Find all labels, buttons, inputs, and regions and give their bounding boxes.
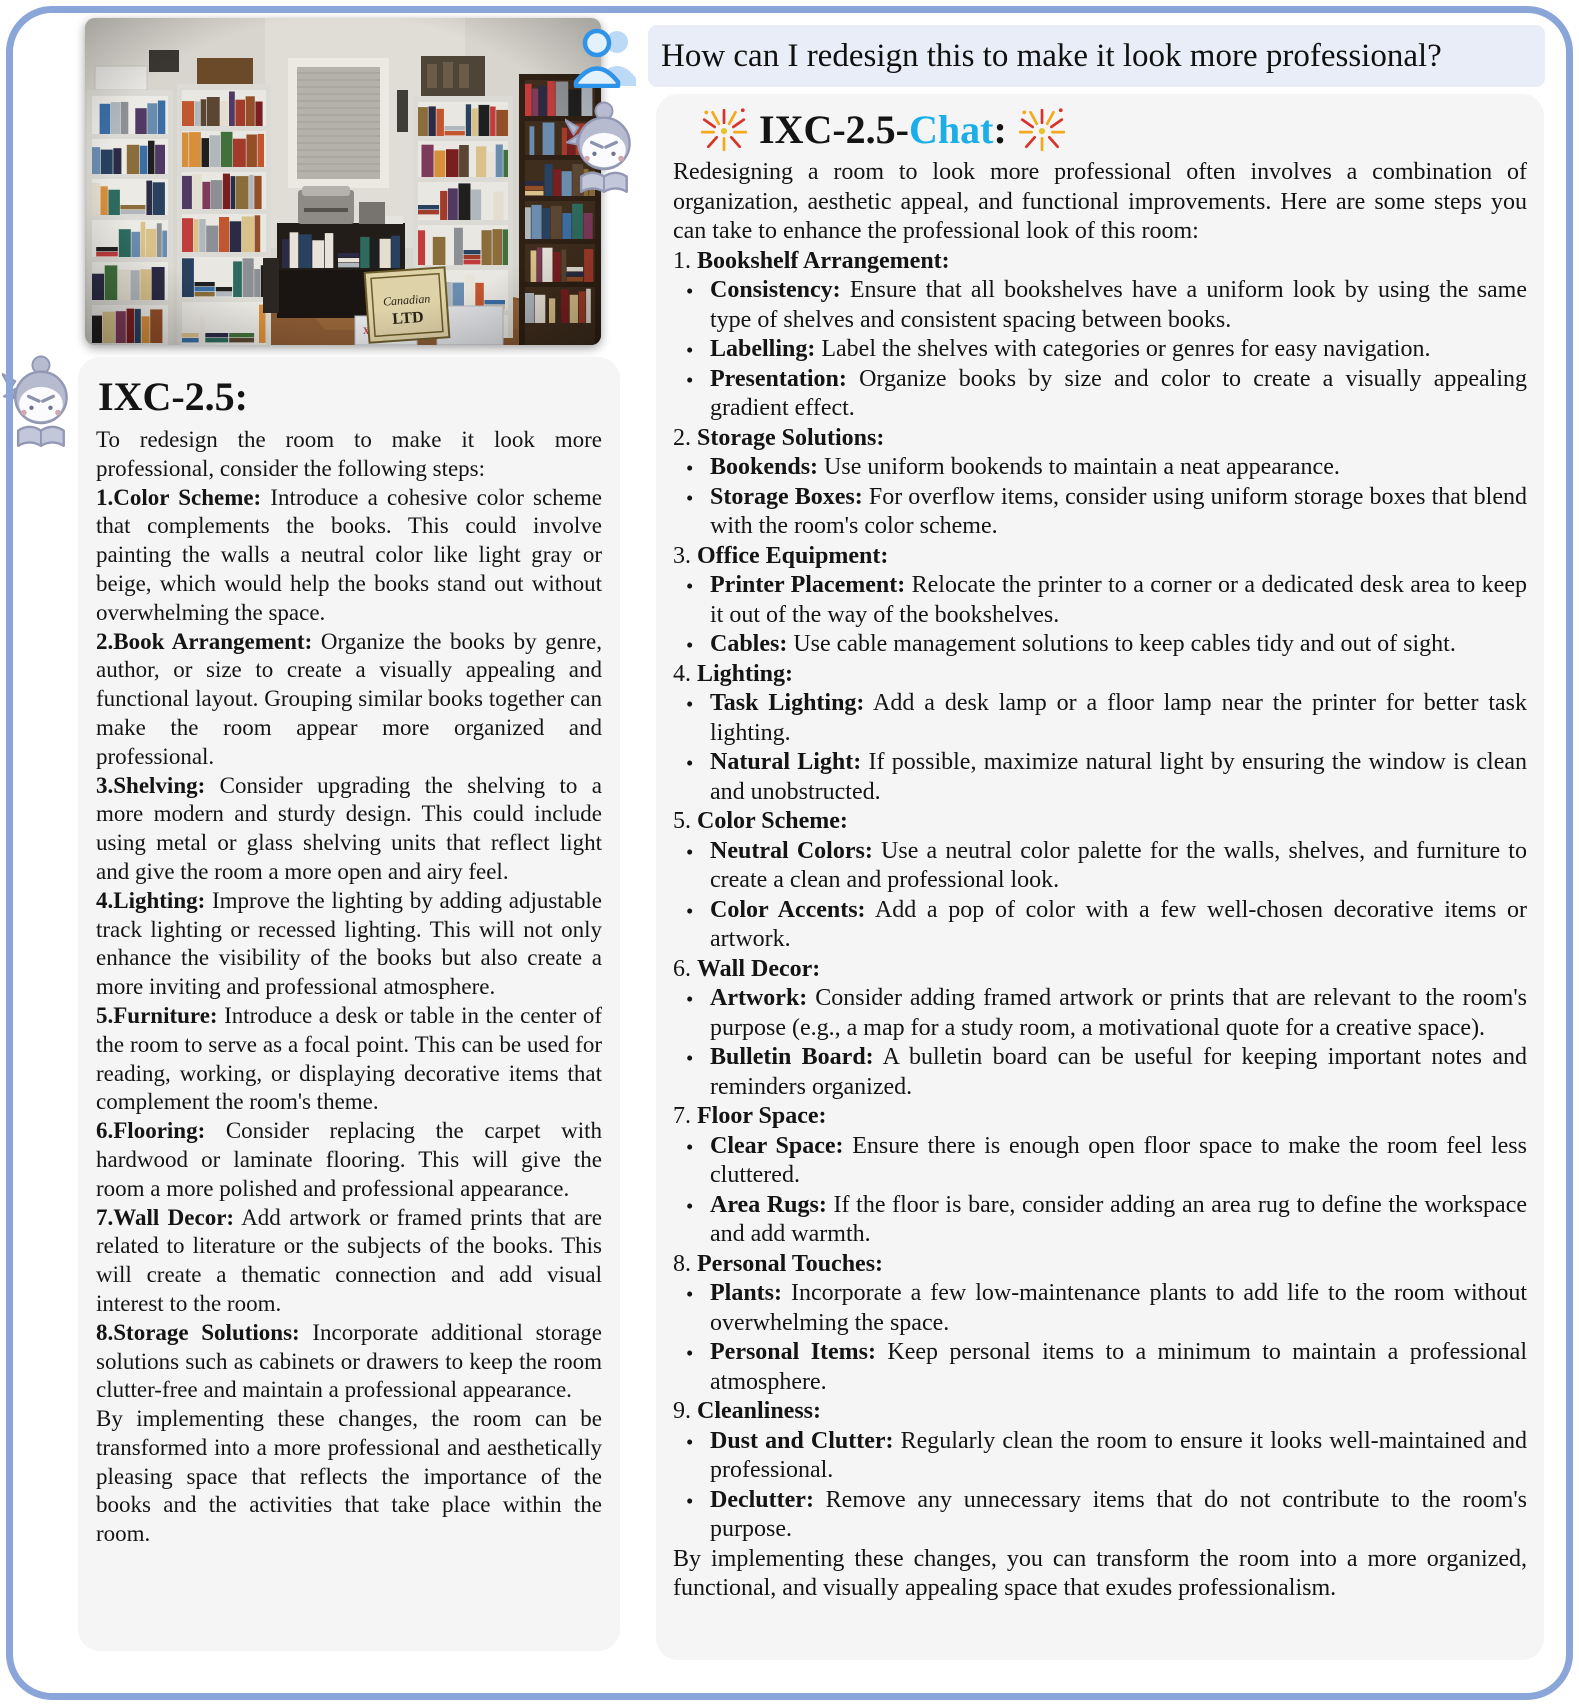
section-heading [673,807,1527,837]
title-colon: : [993,106,1007,152]
section-title: Office Equipment: [697,542,889,569]
list-item [96,1117,602,1203]
bullet-text: Ensure there is enough open floor space to make the room feel less cluttered. [710,1132,1527,1188]
section-heading [673,660,1527,690]
bullet-item [673,365,1527,424]
bullet-text: Consider adding framed artwork or prints that are relevant to the room's purpose (e.g., a map for a study room, a motivational quote for a creative space). [710,985,1527,1041]
chat-response-body [673,158,1527,1604]
bullet-label: Color Accents: [710,896,866,923]
user-question-text: How can I redesign this to make it look more professional? [661,37,1442,74]
item-text: Introduce a desk or table in the center of the room to serve as a focal point. This can be used for reading, working, or displaying decorative items that complement the room's theme. [96,1002,602,1115]
bullet-item [673,1279,1527,1338]
list-item [96,772,602,887]
bullet-label: Declutter: [710,1486,814,1513]
bullet-label: Bulletin Board: [710,1044,874,1070]
bullet-text: Use uniform bookends to maintain a neat appearance. [818,454,1340,480]
bullet-item [673,1338,1527,1397]
item-label: 8.Storage Solutions: [96,1319,300,1345]
bullet-label: Task Lighting: [710,690,865,716]
bullet-item [673,1132,1527,1191]
fireworks-icon [701,104,747,154]
bullet-label: Personal Items: [710,1339,877,1365]
chat-panel-title [759,106,1007,153]
bullet-label: Dust and Clutter: [710,1427,894,1454]
chat-model-response-panel [656,94,1544,1660]
bullet-item [673,896,1527,955]
bullet-item [673,335,1527,365]
item-label: 4.Lighting: [96,887,206,913]
bullet-label: Consistency: [710,277,841,303]
section-heading [673,1250,1527,1280]
bullet-text: For overflow items, consider using uniform storage boxes that blend with the room's color scheme. [710,483,1527,539]
item-text: Organize the books by genre, author, or size to create a visually appealing and functional layout. Grouping similar books together can make the room appear more organized and professional. [96,628,602,769]
bullet-text: Use cable management solutions to keep cables tidy and out of sight. [787,631,1456,657]
bullet-item [673,483,1527,542]
bullet-label: Printer Placement: [710,572,906,598]
list-item [96,1002,602,1117]
list-item [96,1319,602,1405]
bullet-item [673,1486,1527,1545]
list-item [96,887,602,1002]
section-title: Color Scheme: [697,808,848,834]
section-heading [673,247,1527,277]
user-icon [570,22,640,88]
bullet-item [673,837,1527,896]
model-avatar-icon [2,352,78,456]
response-closing: By implementing these changes, you can transform the room into a more organized, functional, and visually appealing space that exudes professionalism. [673,1545,1527,1601]
response-intro: To redesign the room to make it look more professional, consider the following steps: [96,427,602,481]
left-item-list [96,484,602,1406]
bullet-item [673,276,1527,335]
section-title: Personal Touches: [697,1250,884,1277]
response-closing: By implementing these changes, the room can be transformed into a more professional and aesthetically pleasing space that reflects the importance of the books and the activities that take place within the room. [96,1406,602,1547]
bullet-label: Plants: [710,1280,782,1306]
user-question-bubble [648,25,1545,87]
title-prefix: IXC-2.5- [759,106,909,152]
bullet-item [673,689,1527,748]
bullet-text: Regularly clean the room to ensure it looks well-maintained and professional. [710,1427,1527,1483]
bullet-item [673,630,1527,660]
bullet-text: Ensure that all bookshelves have a uniform look by using the same type of shelves and consistent spacing between books. [710,277,1527,333]
bullet-text: If the floor is bare, consider adding an area rug to define the workspace and add warmth. [710,1191,1528,1247]
section-heading [673,955,1527,985]
bullet-text: Label the shelves with categories or genres for easy navigation. [815,336,1431,362]
bullet-item [673,1043,1527,1102]
bullet-item [673,1191,1527,1250]
item-text: Improve the lighting by adding adjustable track lighting or recessed lighting. This will not only enhance the visibility of the books but also create a more inviting and professional atmosphere. [96,887,602,1000]
bullet-text: Keep personal items to a minimum to maintain a professional atmosphere. [710,1339,1527,1395]
list-item [96,1204,602,1319]
section-number: 6. [673,955,697,982]
item-label: 6.Flooring: [96,1118,206,1144]
base-response-body [96,426,602,1549]
base-panel-title: IXC-2.5: [98,374,248,419]
bullet-label: Area Rugs: [710,1191,827,1218]
item-text: Introduce a cohesive color scheme that complements the books. This could involve painting the walls a neutral color like light gray or beige, which would help the books stand out without overwhelming the space. [96,484,602,625]
list-item [96,628,602,772]
section-heading [673,1397,1527,1427]
section-number: 1. [673,247,697,274]
bullet-label: Natural Light: [710,749,862,775]
item-label: 3.Shelving: [96,772,206,798]
bullet-text: Incorporate a few low-maintenance plants to add life to the room without overwhelming the space. [710,1280,1527,1336]
section-number: 7. [673,1103,697,1129]
item-text: Incorporate additional storage solutions such as cabinets or drawers to keep the room clutter-free and maintain a professional appearance. [96,1319,602,1403]
section-number: 8. [673,1250,697,1277]
section-number: 3. [673,542,697,569]
section-number: 4. [673,660,697,687]
bullet-label: Presentation: [710,365,847,392]
section-title: Floor Space: [697,1103,827,1129]
bullet-text: Remove any unnecessary items that do not contribute to the room's purpose. [710,1486,1527,1542]
chat-panel-header [701,104,1527,154]
section-title: Wall Decor: [697,955,821,982]
base-model-response-panel [78,357,620,1651]
bullet-label: Bookends: [710,454,819,480]
bullet-item [673,1427,1527,1486]
list-item [96,484,602,628]
section-heading [673,542,1527,572]
item-label: 5.Furniture: [96,1002,218,1028]
bullet-text: A bulletin board can be useful for keeping important notes and reminders organized. [710,1044,1527,1100]
bullet-label: Clear Space: [710,1132,844,1159]
item-label: 1.Color Scheme: [96,484,262,510]
model-avatar-icon [565,98,641,202]
response-intro: Redesigning a room to look more professional often involves a combination of organization, aesthetic appeal, and functional improvements. Here are some steps you can take to enhance the professional look of this room: [673,159,1527,244]
section-number: 2. [673,424,697,451]
bullet-label: Artwork: [710,985,808,1011]
section-title: Cleanliness: [697,1398,822,1424]
bullet-text: Relocate the printer to a corner or a dedicated desk area to keep it out of the way of the bookshelves. [710,572,1527,628]
section-title: Bookshelf Arrangement: [697,247,950,274]
section-heading [673,1102,1527,1132]
bullet-text: Use a neutral color palette for the walls, shelves, and furniture to create a clean and professional look. [710,837,1527,893]
item-text: Consider upgrading the shelving to a more modern and sturdy design. This could include using metal or glass shelving units that reflect light and give the room a more open and airy feel. [96,772,602,884]
item-text: Consider replacing the carpet with hardwood or laminate flooring. This will give the room a more polished and professional appearance. [96,1118,602,1201]
bullet-text: If possible, maximize natural light by ensuring the window is clean and unobstructed. [710,749,1527,805]
section-title: Storage Solutions: [697,424,885,451]
room-photo [85,18,601,345]
bullet-text: Organize books by size and color to create a visually appealing gradient effect. [710,365,1527,421]
bullet-item [673,571,1527,630]
bullet-text: Add a pop of color with a few well-chosen decorative items or artwork. [710,896,1527,952]
right-section-list [673,247,1527,1545]
bullet-item [673,984,1527,1043]
item-label: 2.Book Arrangement: [96,628,313,654]
section-number: 9. [673,1398,697,1424]
bullet-label: Labelling: [710,336,816,362]
title-accent: Chat [908,106,994,152]
fireworks-icon [1019,104,1065,154]
bullet-label: Storage Boxes: [710,483,863,510]
section-number: 5. [673,808,697,834]
bullet-label: Neutral Colors: [710,837,873,864]
bullet-label: Cables: [710,631,788,657]
bullet-item [673,748,1527,807]
bullet-item [673,453,1527,483]
section-title: Lighting: [697,660,794,687]
section-heading [673,424,1527,454]
item-label: 7.Wall Decor: [96,1204,235,1230]
item-text: Add artwork or framed prints that are related to literature or the subjects of the books. This will create a thematic connection and add visual interest to the room. [96,1204,602,1316]
bullet-text: Add a desk lamp or a floor lamp near the printer for better task lighting. [710,690,1528,746]
